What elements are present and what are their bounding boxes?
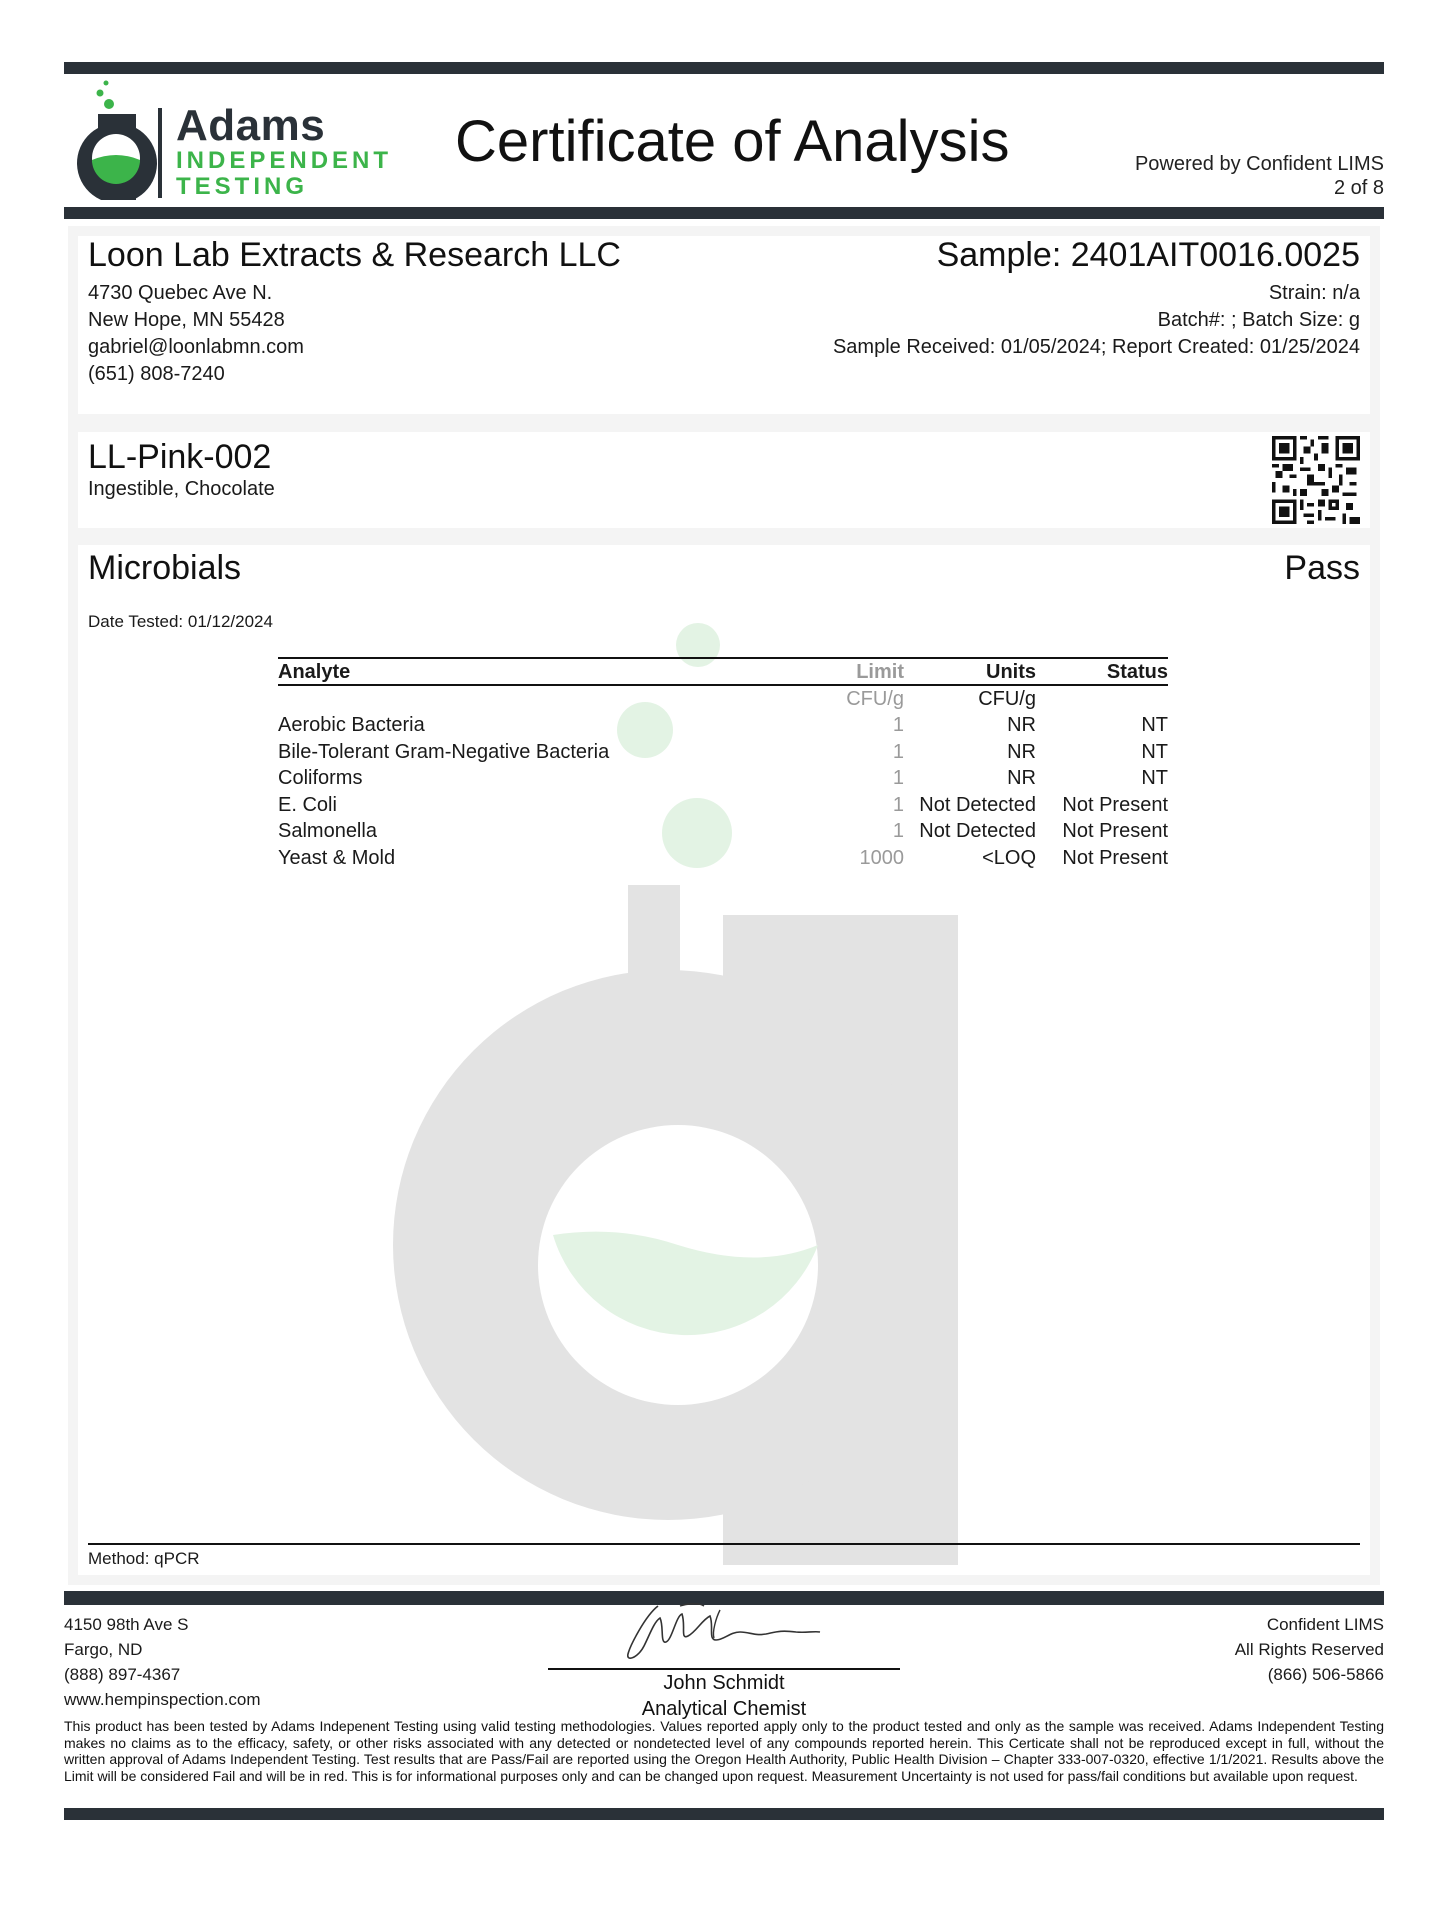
column-header-units: Units	[904, 658, 1036, 685]
lab-contact	[64, 1612, 261, 1712]
analyte-name: Yeast & Mold	[278, 846, 396, 869]
header-top-bar	[64, 62, 1384, 74]
microbials-panel	[78, 545, 1370, 1575]
page-number: 2 of 8	[1333, 177, 1384, 199]
analyte-result: <LOQ	[982, 846, 1036, 869]
analyte-limit: 1	[892, 714, 904, 737]
limit-unit: CFU/g	[846, 688, 904, 710]
analyte-result: Not Detected	[919, 793, 1036, 816]
signer-title: Analytical Chemist	[641, 1698, 807, 1720]
client-email: gabriel@loonlabmn.com	[88, 336, 304, 358]
product-type: Ingestible, Chocolate	[88, 478, 275, 500]
signer-name: John Schmidt	[663, 1672, 785, 1694]
method-divider	[88, 1543, 1360, 1545]
table-row	[278, 845, 1168, 872]
table-row	[278, 739, 1168, 766]
client-details	[88, 280, 304, 388]
logo-testing: TESTING	[176, 173, 309, 200]
method-label: Method: qPCR	[88, 1549, 200, 1568]
lab-phone: (888) 897-4367	[64, 1665, 181, 1684]
analyte-limit: 1	[892, 740, 904, 763]
analyte-status: NT	[1141, 767, 1168, 790]
lab-address-line2: Fargo, ND	[64, 1640, 143, 1659]
sample-strain: Strain: n/a	[1268, 282, 1360, 304]
powered-by-block	[1135, 152, 1384, 200]
units-row-blank	[278, 685, 774, 712]
header-bottom-bar	[64, 207, 1384, 219]
lab-website-link[interactable]: www.hempinspection.com	[64, 1690, 261, 1709]
product-name: LL-Pink-002	[88, 438, 272, 476]
column-header-status: Status	[1036, 658, 1168, 685]
qr-code-icon	[1272, 436, 1360, 524]
lims-name: Confident LIMS	[1266, 1615, 1384, 1634]
column-header-limit: Limit	[774, 658, 904, 685]
result-unit: CFU/g	[978, 688, 1036, 710]
footer-bottom-bar	[64, 1808, 1384, 1820]
section-result-badge: Pass	[1284, 549, 1360, 587]
units-row	[278, 685, 1168, 712]
analyte-result: NR	[1007, 740, 1036, 763]
sample-details	[833, 280, 1360, 361]
column-header-analyte: Analyte	[278, 658, 774, 685]
powered-by: Powered by Confident LIMS	[1134, 153, 1384, 175]
logo-wordmark	[176, 101, 393, 200]
analyte-status: Not Present	[1062, 793, 1168, 816]
lims-rights: All Rights Reserved	[1234, 1640, 1384, 1659]
client-phone: (651) 808-7240	[88, 363, 225, 385]
sample-id: Sample: 2401AIT0016.0025	[936, 236, 1360, 274]
analyte-limit: 1	[892, 767, 904, 790]
analyte-status: NT	[1141, 740, 1168, 763]
analyte-limit: 1000	[859, 846, 904, 869]
analyte-name: Salmonella	[278, 820, 377, 843]
signature-line	[548, 1668, 900, 1670]
analyte-name: Aerobic Bacteria	[278, 714, 425, 737]
disclaimer-text: This product has been tested by Adams Indepenent Testing using valid testing methodologies. Values reported apply only to the product tested and only as the sample was received. Adams Independent Testing makes no claims as to the efficacy, safety, or other risks associated with any detected or nondetected level of any compounds reported herein. This Certicate shall not be reproduced except in full, without the written approval of Adams Independent Testing. Test results that are Pass/Fail are reported using the Oregon Health Authority, Public Health Division – Chapter 333-007-0320, effective 1/1/2021. Results above the Limit will be considered Fail and will be in red. This is for informational purposes only and can be changed upon request. Measurement Uncertainty is not used for pass/fail conditions but available upon request.	[64, 1718, 1384, 1784]
analyte-result: NR	[1007, 767, 1036, 790]
client-address-line1: 4730 Quebec Ave N.	[88, 282, 273, 304]
table-header-row	[278, 658, 1168, 685]
client-sample-panel	[78, 236, 1370, 414]
table-row	[278, 792, 1168, 819]
product-panel	[78, 432, 1370, 528]
analyte-name: E. Coli	[278, 793, 337, 816]
analyte-result: Not Detected	[919, 820, 1036, 843]
analyte-name: Coliforms	[278, 767, 363, 790]
units-row-status-blank	[1036, 685, 1168, 712]
analyte-status: Not Present	[1062, 820, 1168, 843]
analyte-status: NT	[1141, 714, 1168, 737]
table-row	[278, 765, 1168, 792]
logo-adams: Adams	[176, 101, 326, 150]
lims-phone: (866) 506-5866	[1267, 1665, 1384, 1684]
microbials-results-table	[278, 657, 1168, 871]
analyte-status: Not Present	[1062, 846, 1168, 869]
lab-address-line1: 4150 98th Ave S	[64, 1615, 189, 1634]
date-tested: Date Tested: 01/12/2024	[88, 612, 273, 631]
lims-contact	[1235, 1612, 1384, 1687]
analyte-limit: 1	[892, 793, 904, 816]
page-title: Certificate of Analysis	[455, 109, 1010, 174]
table-row	[278, 818, 1168, 845]
analyte-limit: 1	[892, 820, 904, 843]
section-title-microbials: Microbials	[88, 549, 242, 587]
logo-independent: INDEPENDENT	[176, 147, 393, 174]
client-address-line2: New Hope, MN 55428	[88, 309, 285, 331]
sample-batch: Batch#: ; Batch Size: g	[1157, 309, 1360, 331]
client-name: Loon Lab Extracts & Research LLC	[88, 236, 621, 274]
signature-icon	[620, 1596, 830, 1666]
table-row	[278, 712, 1168, 739]
sample-dates: Sample Received: 01/05/2024; Report Created: 01/25/2024	[832, 336, 1360, 358]
analyte-result: NR	[1007, 714, 1036, 737]
analyte-name: Bile-Tolerant Gram-Negative Bacteria	[278, 740, 610, 763]
